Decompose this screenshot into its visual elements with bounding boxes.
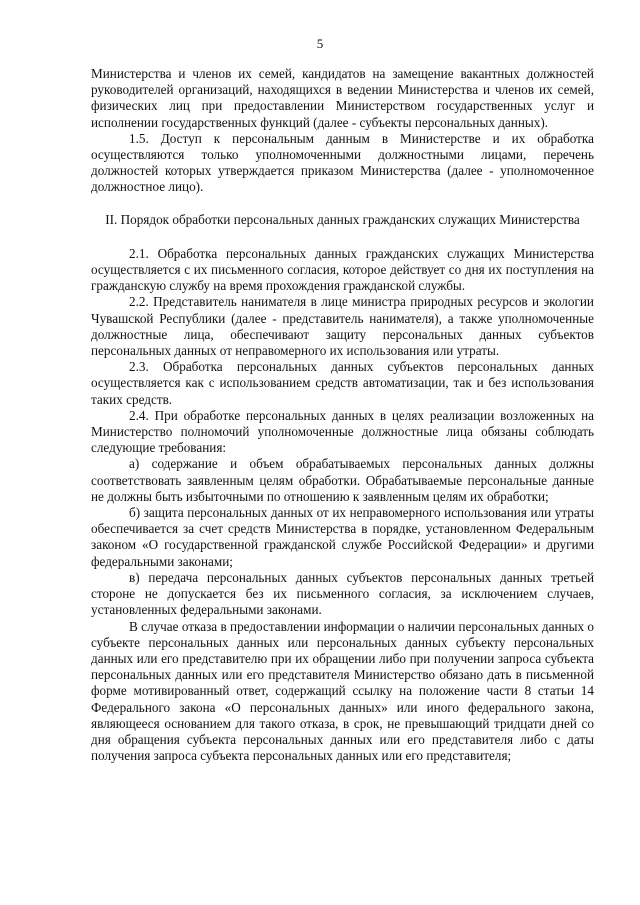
paragraph-2-2: 2.2. Представитель нанимателя в лице министра природных ресурсов и экологии Чувашской Республики (далее - представитель нанимателя), а также уполномоченные должностные лица, обеспечивают защиту персональных данных субъектов персональных данных от неправомерного их использования или утраты. [91,294,594,359]
paragraph-refusal: В случае отказа в предоставлении информации о наличии персональных данных о субъекте персональных данных или персональных данных субъекту персональных данных или его представителю при их обращении либо при получении запроса субъекта персональных данных или его представителя Министерство обязано дать в письменной форме мотивированный ответ, содержащий ссылку на положение части 8 статьи 14 Федерального закона «О персональных данных» или иного федерального закона, являющееся основанием для такого отказа, в срок, не превышающий тридцати дней со дня обращения субъекта персональных данных или его представителя либо с даты получения запроса субъекта персональных данных или его представителя; [91,618,594,764]
page-number: 5 [316,36,324,51]
section-heading: II. Порядок обработки персональных данных гражданских служащих Министерства [105,211,580,227]
paragraph-2-4: 2.4. При обработке персональных данных в целях реализации возложенных на Министерство полномочий уполномоченные должностные лица обязаны соблюдать следующие требования: [91,407,594,456]
paragraph-continuation: Министерства и членов их семей, кандидатов на замещение вакантных должностей руководителей организаций, находящихся в ведении Министерства и членов их семей, физических лиц при предоставлении Министерством государственных услуг и исполнении государственных функций (далее - субъекты персональных данных). [91,66,594,130]
paragraph-2-3: 2.3. Обработка персональных данных субъектов персональных данных осуществляется как с использованием средств автоматизации, так и без использования таких средств. [91,359,594,407]
list-item-a: а) содержание и объем обрабатываемых персональных данных должны соответствовать заявленным целям обработки. Обрабатываемые персональные данные не должны быть избыточными по отношению к заявленным целям их обработки; [91,456,594,504]
document-body [91,66,594,764]
list-item-b: б) защита персональных данных от их неправомерного использования или утраты обеспечивается за счет средств Министерства в порядке, установленном Федеральным законом «О государственной гражданской службе Российской Федерации» и другими федеральными законами; [91,505,594,569]
paragraph-1-5: 1.5. Доступ к персональным данным в Министерстве и их обработка осуществляются только уполномоченными должностными лицами, перечень должностей которых утверждается приказом Министерства (далее - уполномоченное должностное лицо). [91,130,594,195]
list-item-v: в) передача персональных данных субъектов персональных данных третьей стороне не допускается без их письменного согласия, за исключением случаев, установленных федеральными законами. [91,569,594,618]
paragraph-2-1: 2.1. Обработка персональных данных гражданских служащих Министерства осуществляется с их письменного согласия, которое действует со дня их поступления на гражданскую службу на время прохождения гражданской службы. [91,245,594,294]
